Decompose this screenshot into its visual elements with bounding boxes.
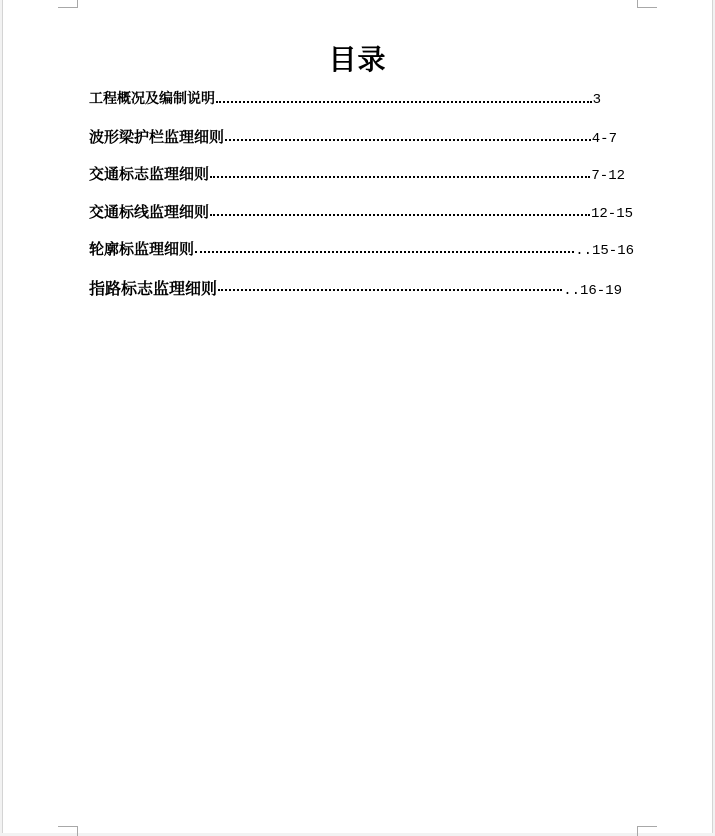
toc-leader-dots xyxy=(225,139,591,141)
toc-entry-label: 指路标志监理细则 xyxy=(89,279,218,298)
toc-leader-dots xyxy=(210,176,590,178)
page-corner-mark xyxy=(637,826,657,836)
toc-entry[interactable] xyxy=(89,163,625,185)
toc-entry[interactable] xyxy=(89,126,617,148)
page-corner-mark xyxy=(637,0,657,8)
toc-entry-label: 工程概况及编制说明 xyxy=(89,91,215,107)
document-page xyxy=(2,0,713,833)
toc-entry[interactable] xyxy=(89,276,622,298)
toc-entry-page: 7-12 xyxy=(591,168,625,184)
toc-entry-page: 12-15 xyxy=(590,206,633,222)
toc-entry[interactable] xyxy=(89,88,601,110)
toc-leader-dots xyxy=(210,214,590,216)
toc-entry[interactable] xyxy=(89,238,634,260)
toc-entry-page: ..15-16 xyxy=(575,243,634,259)
toc-entry-page: 3 xyxy=(592,92,601,108)
toc-entry-label: 轮廓标监理细则 xyxy=(89,240,195,258)
toc-leader-dots xyxy=(218,289,562,291)
toc-entry-page: 4-7 xyxy=(591,131,617,147)
page-title: 目录 xyxy=(328,43,387,76)
page-corner-mark xyxy=(58,0,78,8)
toc-entry[interactable] xyxy=(89,201,633,223)
toc-entry-label: 波形梁护栏监理细则 xyxy=(89,128,225,146)
toc-entry-page: ..16-19 xyxy=(563,283,622,299)
toc-leader-dots xyxy=(216,101,592,103)
toc-leader-dots xyxy=(195,251,574,253)
toc-entry-label: 交通标线监理细则 xyxy=(89,203,210,221)
toc-entry-label: 交通标志监理细则 xyxy=(89,165,210,183)
page-corner-mark xyxy=(58,826,78,836)
